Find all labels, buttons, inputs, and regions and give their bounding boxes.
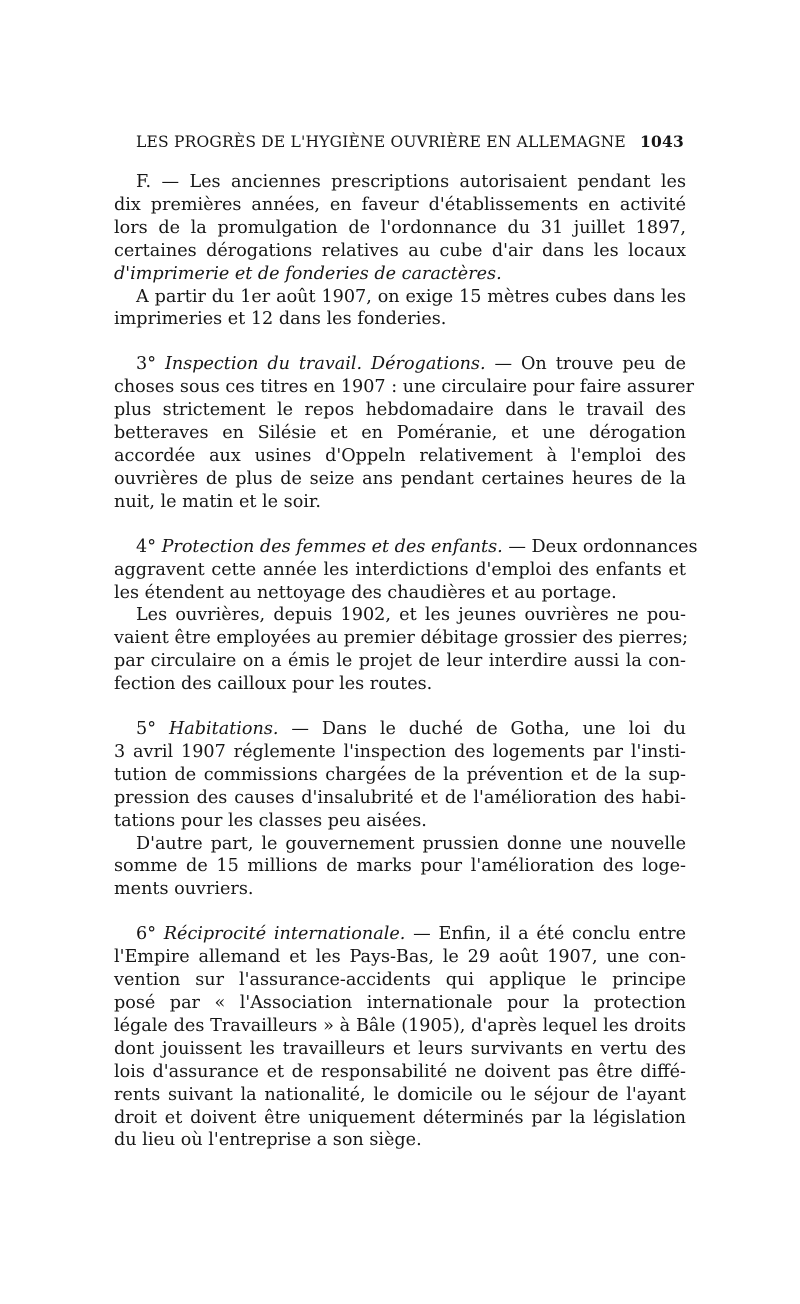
text-line: somme de 15 millions de marks pour l'amélioration des loge- [114,856,686,877]
section-number: 3° [136,354,156,375]
section-heading-line: 4° Protection des femmes et des enfants. — Deux ordonnances [136,536,698,557]
text-line: D'autre part, le gouvernement prussien donne une nouvelle [136,833,686,854]
text-line: par circulaire on a émis le projet de leur interdire aussi la con- [114,651,686,672]
paragraph-f [114,171,686,286]
page-body [114,171,698,1152]
text-line: Les ouvrières, depuis 1902, et les jeunes ouvrières ne pou- [136,605,686,626]
page-number: 1043 [640,132,684,151]
text-line: lois d'assurance et de responsabilité ne doivent pas être diffé- [114,1061,686,1082]
section-title: Habitations. [168,719,279,740]
text-line: vaient être employées au premier débitage grossier des pierres; [114,628,689,649]
text-line: vention sur l'assurance-accidents qui applique le principe [114,970,686,991]
text-line: fection des cailloux pour les routes. [114,674,433,695]
running-header [136,132,684,151]
text-line: tution de commissions chargées de la prévention et de la sup- [114,764,686,785]
text-line: betteraves en Silésie et en Poméranie, et une dérogation [114,423,686,444]
section-heading-line: 3° Inspection du travail. Dérogations. — On trouve peu de [136,354,686,375]
text-line: tations pour les classes peu aisées. [114,810,427,831]
text-line: ments ouvriers. [114,879,254,900]
text-line: légale des Travailleurs » à Bâle (1905), d'après lequel les droits [114,1015,686,1036]
section-heading-line: 6° Réciprocité internationale. — Enfin, il a été conclu entre [136,924,687,945]
section-3 [114,353,694,513]
section-number: 4° [136,536,156,557]
paragraph-f-2 [114,286,686,332]
text-line: 3 avril 1907 réglemente l'inspection des logements par l'insti- [114,741,686,762]
section-title: Protection des femmes et des enfants. [161,536,503,557]
text-line: aggravent cette année les interdictions d'emploi des enfants et [114,559,686,580]
section-5-paragraph-2 [114,833,686,902]
section-title: Inspection du travail. Dérogations. [164,354,486,375]
text-line: certaines dérogations relatives au cube d'air dans les locaux [114,240,686,261]
section-title: Réciprocité internationale. [163,924,406,945]
text-line: accordée aux usines d'Oppeln relativement à l'emploi des [114,445,686,466]
text-line: choses sous ces titres en 1907 : une circulaire pour faire assurer [114,377,694,398]
text-line: droit et doivent être uniquement déterminés par la législation [114,1107,686,1128]
text-line: l'Empire allemand et les Pays-Bas, le 29 août 1907, une con- [114,947,686,968]
section-4-paragraph-2 [114,604,689,696]
section-heading-line: 5° Habitations. — Dans le duché de Gotha, une loi du [136,719,686,740]
section-5 [114,718,686,833]
text-line: imprimeries et 12 dans les fonderies. [114,309,447,330]
text-line: plus strictement le repos hebdomadaire dans le travail des [114,400,686,421]
text-line: pression des causes d'insalubrité et de l'amélioration des habi- [114,787,686,808]
text-line: F. — Les anciennes prescriptions autorisaient pendant les [136,172,686,192]
text-line: ouvrières de plus de seize ans pendant certaines heures de la [114,468,686,489]
text-line: posé par « l'Association internationale pour la protection [114,993,686,1013]
section-4 [114,536,698,605]
text-line: les étendent au nettoyage des chaudières et au portage. [114,582,617,603]
section-number: 6° [136,924,156,945]
text-line: du lieu où l'entreprise a son siège. [114,1130,422,1151]
text-line: nuit, le matin et le soir. [114,491,321,512]
text-line: dont jouissent les travailleurs et leurs survivants en vertu des [114,1038,686,1059]
section-6 [114,923,686,1152]
text-line: A partir du 1er août 1907, on exige 15 mètres cubes dans les [136,286,686,307]
text-line: rents suivant la nationalité, le domicile ou le séjour de l'ayant [114,1084,686,1105]
running-title: LES PROGRÈS DE L'HYGIÈNE OUVRIÈRE EN ALLEMAGNE [136,133,626,151]
text-line: d'imprimerie et de fonderies de caractères. [114,263,502,284]
text-line: dix premières années, en faveur d'établissements en activité [114,194,686,215]
section-number: 5° [136,719,156,740]
text-line: lors de la promulgation de l'ordonnance du 31 juillet 1897, [114,217,686,238]
